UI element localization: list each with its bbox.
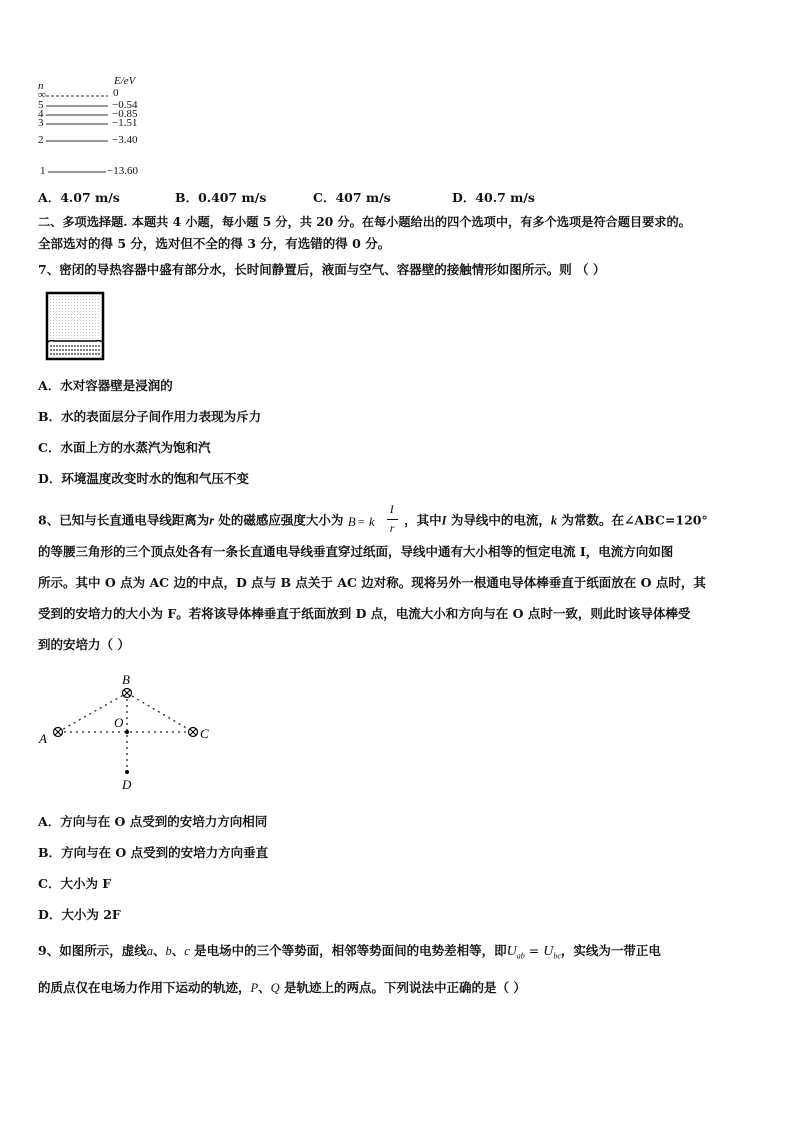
q7-option-b: B．水的表面层分子间作用力表现为斥力: [38, 409, 262, 424]
q9-u-ab-sub: ab: [516, 951, 525, 961]
level-e-label: −0.54: [112, 99, 138, 111]
q8-triangle-figure: [30, 668, 230, 798]
n-axis-label: n: [38, 80, 44, 92]
q9-line1: [38, 941, 661, 961]
q9-line1-text: ，实线为一带正电: [560, 943, 661, 958]
q6-option-b: B．0.407 m/s: [175, 190, 267, 205]
level-n-label: 2: [38, 134, 44, 146]
q8-line2: 的等腰三角形的三个顶点处各有一条长直通电导线垂直穿过纸面，导线中通有大小相等的恒定电流 I，电流方向如图: [38, 544, 674, 559]
formula-denominator: r: [389, 521, 395, 535]
q8-formula: [347, 502, 400, 536]
q9-u-eq: =: [524, 943, 544, 958]
q8-line3: 所示。其中 O 点为 AC 边的中点，D 点与 B 点关于 AC 边对称。现将另外一根通电导体棒垂直于纸面放在 O 点时，其: [38, 575, 706, 590]
energy-level-lines: [0, 0, 160, 190]
level-e-label: −13.60: [107, 165, 138, 177]
q9-sep: 、: [258, 980, 271, 995]
q9-u-ab: U: [506, 944, 517, 959]
level-n-label: 5: [38, 99, 44, 111]
q8-var-k: k: [550, 513, 558, 528]
point-d-dot: [125, 770, 129, 774]
q9-sep: 、: [152, 943, 166, 958]
q8-option-c: C．大小为 F: [38, 876, 112, 891]
level-e-label: −1.51: [112, 117, 138, 129]
energy-axis-label: E/eV: [114, 75, 136, 87]
level-n-label: ∞: [38, 89, 46, 101]
fraction-bar: [387, 519, 398, 520]
level-n-label: 3: [38, 117, 44, 129]
q6-option-c: C．407 m/s: [313, 190, 391, 205]
q6-option-d: D．40.7 m/s: [452, 190, 535, 205]
section-header-line2: 全部选对的得 5 分，选对但不全的得 3 分，有选错的得 0 分。: [38, 236, 391, 251]
label-c: C: [200, 726, 209, 741]
section-header-line1: 二、多项选择题. 本题共 4 小题，每小题 5 分，共 20 分。在每小题给出的四个选项中，有多个选项是符合题目要求的。: [38, 215, 691, 229]
q8-var-r: r: [209, 513, 215, 528]
label-o: O: [114, 715, 124, 730]
q9-line2-text: 是轨迹上的两点。下列说法中正确的是（ ）: [279, 980, 526, 995]
q8-line5: 到的安培力（ ）: [38, 637, 130, 652]
point-o-dot: [125, 730, 129, 734]
level-n-label: 1: [40, 165, 46, 177]
q7-stem: 7、密闭的导热容器中盛有部分水，长时间静置后，液面与空气、容器壁的接触情形如图所示。则 （ ）: [38, 262, 606, 277]
q8-line1: [38, 502, 708, 536]
q9-var-p: P: [250, 981, 259, 995]
label-b: B: [122, 672, 130, 687]
q7-option-d: D．环境温度改变时水的饱和气压不变: [38, 471, 249, 486]
q8-option-b: B．方向与在 O 点受到的安培力方向垂直: [38, 845, 269, 860]
q9-sep: 、: [171, 943, 185, 958]
q9-var-a: a: [146, 944, 153, 958]
q7-container-figure: [44, 290, 106, 362]
q9-u-bc: U: [543, 944, 554, 959]
q8-option-d: D．大小为 2F: [38, 907, 121, 922]
q8-line1-text: ，其中: [404, 512, 442, 528]
q7-option-a: A．水对容器壁是浸润的: [38, 378, 173, 393]
level-e-label: −3.40: [112, 134, 138, 146]
q9-line2: [38, 978, 526, 996]
q9-line2-text: 的质点仅在电场力作用下运动的轨迹，: [38, 980, 251, 995]
formula-eq: = k: [356, 514, 375, 529]
q9-u-bc-sub: bc: [553, 951, 561, 961]
level-e-label: −0.85: [112, 108, 138, 120]
formula-b: B: [347, 514, 356, 529]
q8-line1-text: 处的磁感应强度大小为: [214, 512, 344, 528]
q6-option-a: A．4.07 m/s: [38, 190, 120, 205]
q8-line1-text: 8、已知与长直通电导线距离为: [38, 512, 210, 528]
q9-var-b: b: [165, 944, 172, 958]
q9-var-c: c: [184, 944, 190, 958]
level-n-label: 4: [38, 108, 44, 120]
q9-line1-text: 9、如图所示，虚线: [38, 943, 147, 958]
q9-line1-text: 是电场中的三个等势面，相邻等势面间的电势差相等，即: [189, 943, 507, 958]
q8-line1-text: 为导线中的电流，: [446, 512, 551, 528]
q8-line4: 受到的安培力的大小为 F。若将该导体棒垂直于纸面放到 D 点，电流大小和方向与在 O 点时一致，则此时该导体棒受: [38, 606, 691, 621]
q8-option-a: A．方向与在 O 点受到的安培力方向相同: [38, 814, 268, 829]
label-a: A: [39, 731, 47, 746]
q8-line1-text: 为常数。在∠ABC=120°: [557, 512, 708, 528]
formula-numerator: I: [389, 502, 394, 516]
q9-var-q: Q: [270, 981, 280, 995]
q8-var-i: I: [441, 513, 447, 528]
q7-option-c: C．水面上方的水蒸汽为饱和汽: [38, 440, 211, 455]
level-e-label: 0: [113, 87, 119, 99]
label-d: D: [122, 777, 132, 792]
